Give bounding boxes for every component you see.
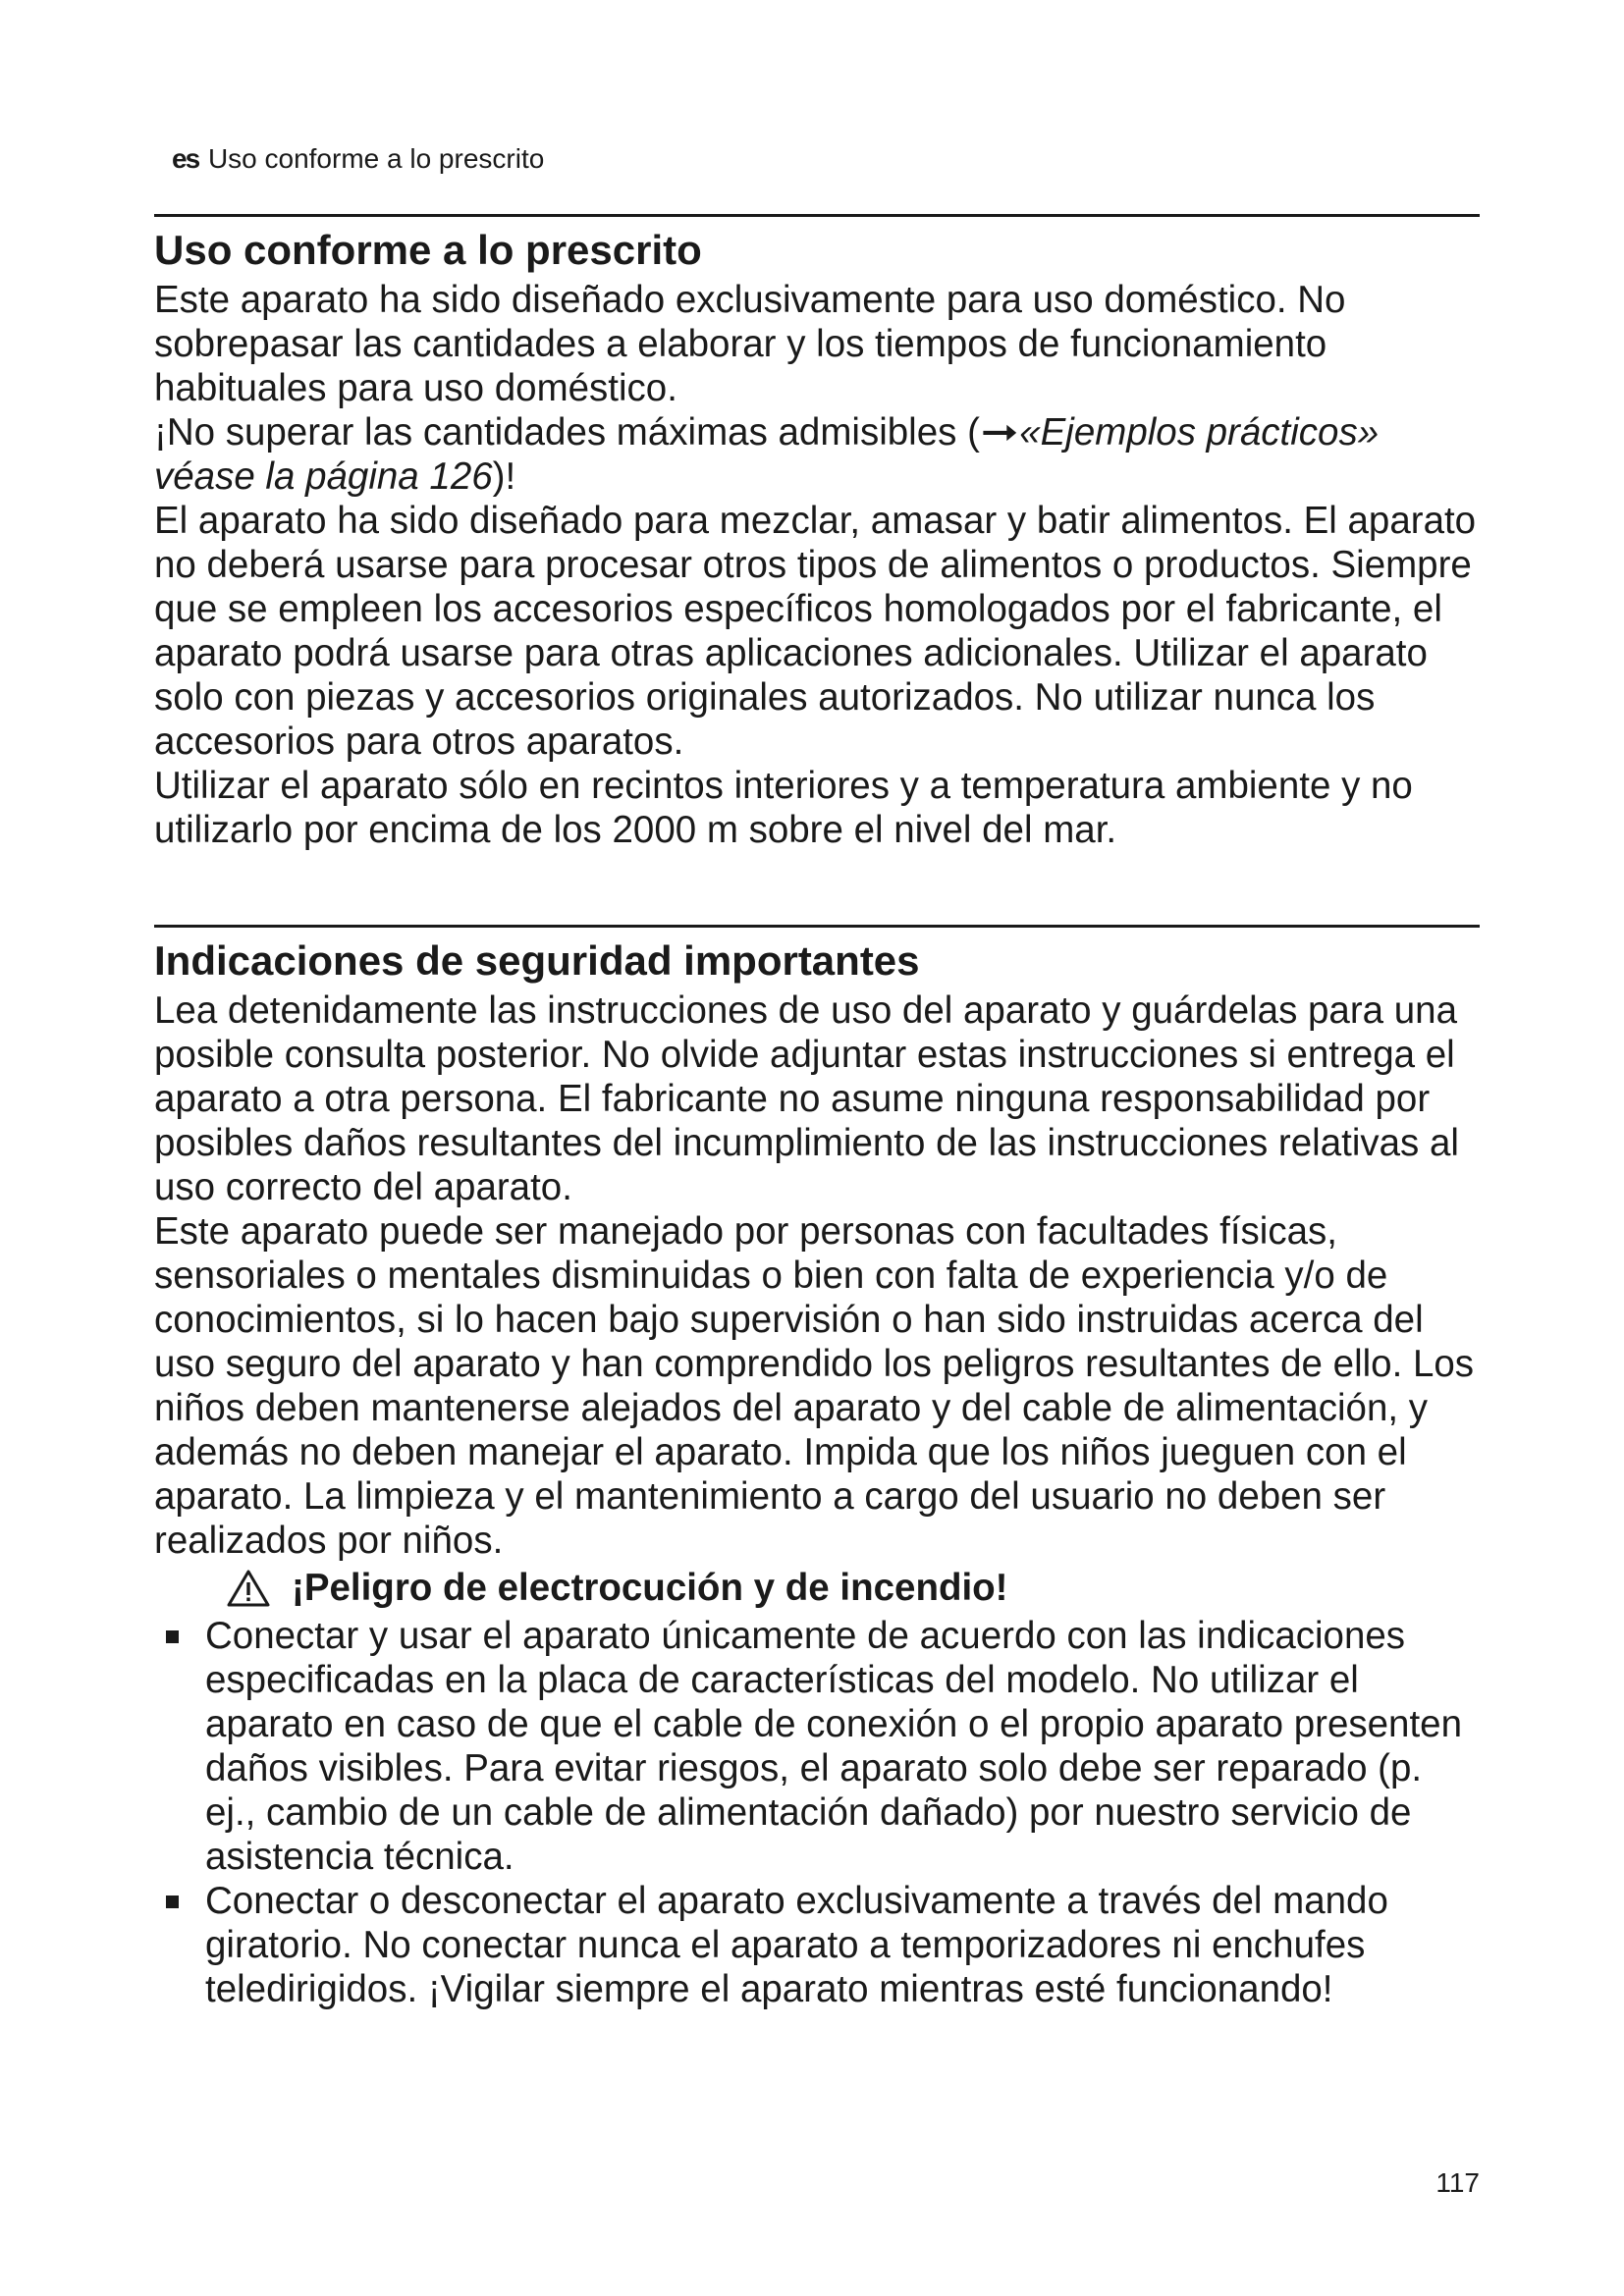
- section-title: Indicaciones de seguridad importantes: [154, 937, 920, 984]
- section-divider: [154, 214, 1480, 217]
- page-reference-link[interactable]: «Ejemplos prácticos» véase la página 126: [154, 411, 1380, 498]
- paragraph-with-reference: [154, 410, 1480, 499]
- list-item: [154, 1879, 1480, 2011]
- paragraph-text: )!: [492, 455, 516, 498]
- section-body: [154, 988, 1480, 1563]
- warning-triangle-icon: [227, 1569, 270, 1608]
- section-body: [154, 278, 1480, 852]
- paragraph: Este aparato ha sido diseñado exclusivamente para uso doméstico. No sobrepasar las cantidades a elaborar y los tiempos de funcionamiento habituales para uso doméstico.: [154, 279, 1346, 409]
- warning-title: ¡Peligro de electrocución y de incendio!: [292, 1567, 1008, 1609]
- paragraph-text: ¡No superar las cantidades máximas admisibles (: [154, 411, 980, 454]
- square-bullet-icon: [166, 1896, 179, 1908]
- list-item: [154, 1614, 1480, 1879]
- square-bullet-icon: [166, 1630, 179, 1643]
- paragraph: El aparato ha sido diseñado para mezclar, amasar y batir alimentos. El aparato no deberá usarse para procesar otros tipos de alimentos o productos. Siempre que se empleen los accesorios específicos homologados por el fabricante, el aparato podrá usarse para otras aplicaciones adicionales. Utilizar el aparato solo con piezas y accesorios originales autorizados. No utilizar nunca los accesorios para otros aparatos.: [154, 500, 1477, 763]
- section-intended-use: [154, 214, 1480, 852]
- arrow-right-icon: ➞: [980, 411, 1019, 454]
- section-divider: [154, 925, 1480, 928]
- document-page: [154, 0, 1480, 2296]
- section-safety-instructions: [154, 925, 1480, 2011]
- safety-bullet-list: [154, 1614, 1480, 2011]
- running-header-title: Uso conforme a lo prescrito: [207, 143, 545, 174]
- paragraph: Utilizar el aparato sólo en recintos interiores y a temperatura ambiente y no utilizarlo por encima de los 2000 m sobre el nivel del mar.: [154, 765, 1413, 851]
- list-item-text: Conectar y usar el aparato únicamente de acuerdo con las indicaciones especificadas en la placa de características del modelo. No utilizar el aparato en caso de que el cable de conexión o el propio aparato presenten daños visibles. Para evitar riesgos, el aparato solo debe ser reparado (p. ej., cambio de un cable de alimentación dañado) por nuestro servicio de asistencia técnica.: [205, 1615, 1462, 1878]
- warning-heading: [227, 1565, 1480, 1612]
- page-number: 117: [1435, 2167, 1480, 2198]
- section-title: Uso conforme a lo prescrito: [154, 227, 702, 273]
- running-header: [172, 142, 544, 176]
- language-code: es: [172, 143, 199, 174]
- paragraph: Este aparato puede ser manejado por personas con facultades físicas, sensoriales o mentales disminuidas o bien con falta de experiencia y/o de conocimientos, si lo hacen bajo supervisión o han sido instruidas acerca del uso seguro del aparato y han comprendido los peligros resultantes de ello. Los niños deben mantenerse alejados del aparato y del cable de alimentación, y además no deben manejar el aparato. Impida que los niños jueguen con el aparato. La limpieza y el mantenimiento a cargo del usuario no deben ser realizados por niños.: [154, 1210, 1475, 1562]
- paragraph: Lea detenidamente las instrucciones de uso del aparato y guárdelas para una posible consulta posterior. No olvide adjuntar estas instrucciones si entrega el aparato a otra persona. El fabricante no asume ninguna responsabilidad por posibles daños resultantes del incumplimiento de las instrucciones relativas al uso correcto del aparato.: [154, 989, 1459, 1208]
- list-item-text: Conectar o desconectar el aparato exclusivamente a través del mando giratorio. No conectar nunca el aparato a temporizadores ni enchufes teledirigidos. ¡Vigilar siempre el aparato mientras esté funcionando!: [205, 1880, 1388, 2010]
